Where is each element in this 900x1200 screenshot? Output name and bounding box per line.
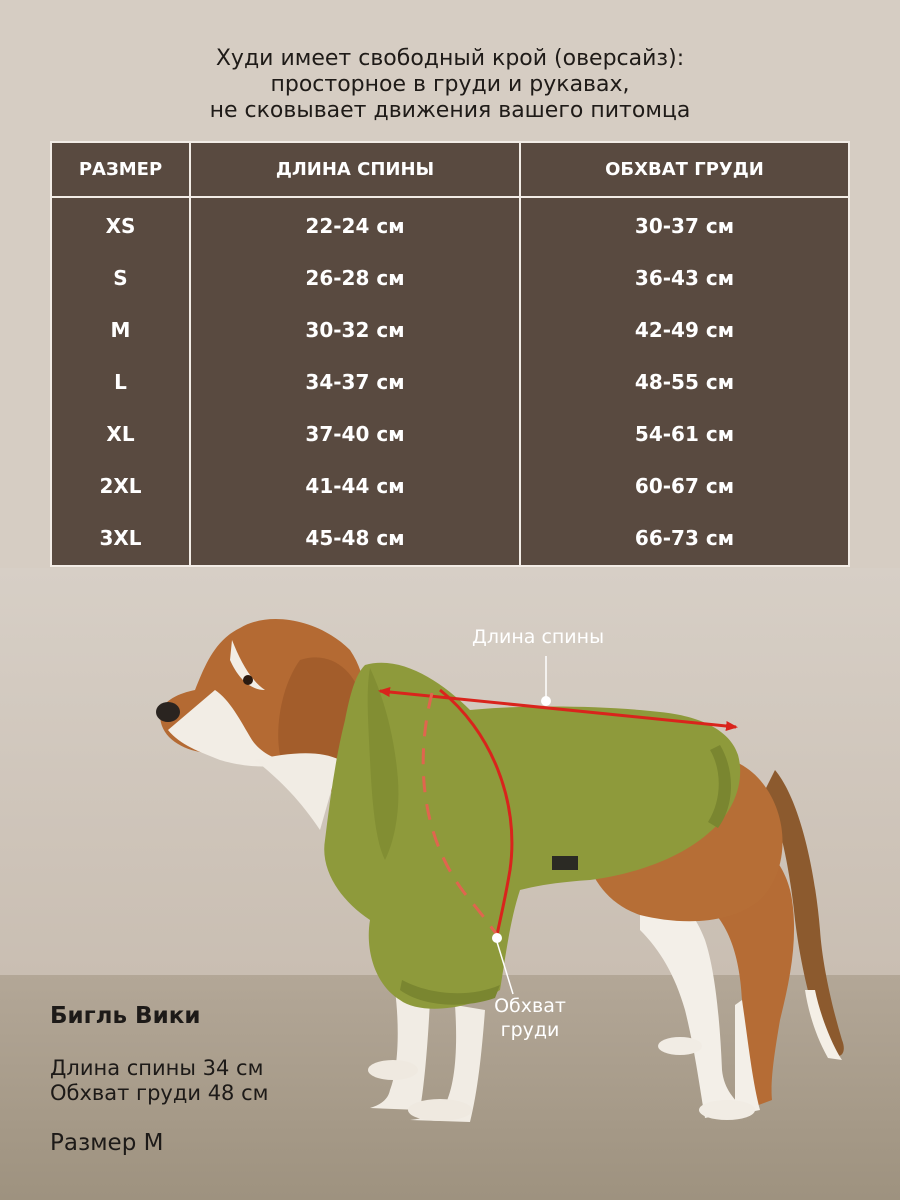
headline-line-3: не сковывает движения вашего питомца: [209, 98, 691, 123]
dog-name: Бигль Вики: [50, 1003, 201, 1029]
cell-chest: 36-43 см: [634, 266, 735, 290]
cell-chest: 66-73 см: [634, 526, 735, 550]
header-size: РАЗМЕР: [78, 159, 163, 180]
hoodie-tag: [552, 856, 578, 870]
cell-size: S: [113, 266, 128, 290]
cell-size: M: [110, 318, 131, 342]
header-chest: ОБХВАТ ГРУДИ: [605, 159, 764, 180]
chest-label-line-1: Обхват: [494, 995, 566, 1017]
size-table: [50, 141, 850, 567]
chest-dot: [492, 933, 502, 943]
cell-back-length: 37-40 см: [305, 422, 405, 446]
cell-chest: 60-67 см: [634, 474, 735, 498]
cell-back-length: 41-44 см: [305, 474, 405, 498]
headline-line-1: Худи имеет свободный крой (оверсайз):: [215, 46, 685, 71]
cell-chest: 54-61 см: [634, 422, 735, 446]
headline-line-2: просторное в груди и рукавах,: [270, 72, 630, 97]
chest-label-line-2: груди: [500, 1019, 560, 1041]
cell-back-length: 26-28 см: [305, 266, 405, 290]
headline: [0, 46, 900, 124]
cell-size: 3XL: [99, 526, 142, 550]
cell-size: 2XL: [99, 474, 142, 498]
cell-size: XL: [106, 422, 135, 446]
dog-size: Размер M: [50, 1130, 164, 1156]
cell-back-length: 45-48 см: [305, 526, 405, 550]
dog-chest: Обхват груди 48 см: [50, 1081, 269, 1105]
cell-back-length: 30-32 см: [305, 318, 405, 342]
header-back-length: ДЛИНА СПИНЫ: [275, 159, 435, 180]
cell-size: XS: [105, 214, 136, 238]
cell-chest: 48-55 см: [634, 370, 735, 394]
dog-back-length: Длина спины 34 см: [50, 1056, 264, 1080]
cell-size: L: [114, 370, 127, 394]
back-length-label: Длина спины: [472, 626, 605, 648]
cell-back-length: 22-24 см: [305, 214, 405, 238]
dog-photo: [0, 568, 900, 1200]
cell-chest: 30-37 см: [634, 214, 735, 238]
cell-back-length: 34-37 см: [305, 370, 405, 394]
cell-chest: 42-49 см: [634, 318, 735, 342]
chest-label: [490, 994, 570, 1042]
table-divider: [52, 196, 848, 198]
back-length-dot: [541, 696, 551, 706]
